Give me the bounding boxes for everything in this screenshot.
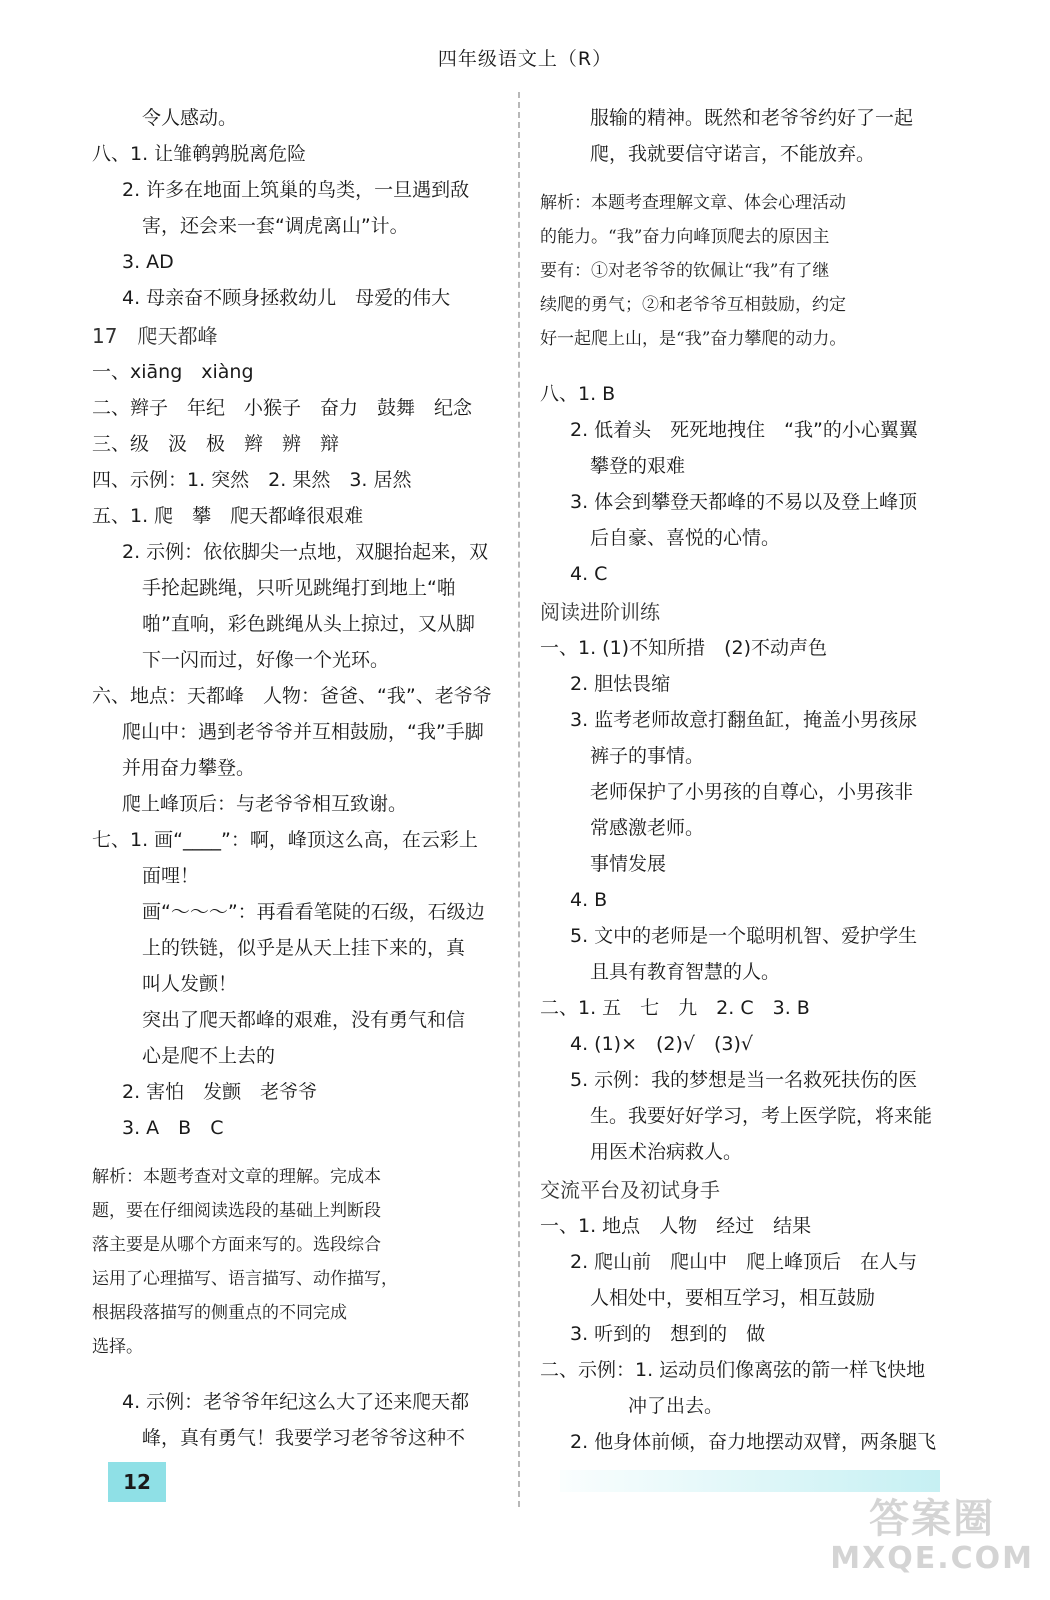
answer-line: 4. 母亲奋不顾身拯救幼儿 母爱的伟大 xyxy=(122,287,451,309)
answer-line: 下一闪而过，好像一个光环。 xyxy=(142,649,390,671)
answer-line: 攀登的艰难 xyxy=(590,455,686,477)
left-analysis-note xyxy=(92,1160,504,1364)
analysis-line: 解析：本题考查理解文章、体会心理活动 xyxy=(540,193,846,213)
answer-line: 一、xiāng xiàng xyxy=(92,361,254,383)
answer-line: 五、1. 爬 攀 爬天都峰很艰难 xyxy=(92,505,364,527)
column-divider xyxy=(518,92,520,1507)
footer-bar xyxy=(560,1470,940,1492)
answer-line: 冲了出去。 xyxy=(590,1395,724,1417)
analysis-line: 续爬的勇气；②和老爷爷互相鼓励，约定 xyxy=(540,295,846,315)
answer-line: 突出了爬天都峰的艰难，没有勇气和信 xyxy=(142,1009,466,1031)
answer-line: 3. 听到的 想到的 做 xyxy=(570,1323,766,1345)
answer-line: 4. (1)× (2)√ (3)√ xyxy=(570,1033,754,1055)
analysis-line: 落主要是从哪个方面来写的。选段综合 xyxy=(92,1235,381,1255)
left-column xyxy=(92,100,504,1456)
analysis-line: 好一起爬上山，是“我”奋力攀爬的动力。 xyxy=(540,329,847,349)
page-number: 12 xyxy=(108,1462,166,1502)
answer-line: 七、1. 画“____”：啊，峰顶这么高，在云彩上 xyxy=(92,829,478,851)
answer-line: 爬上峰顶后：与老爷爷相互致谢。 xyxy=(122,793,408,815)
answer-line: 5. 示例：我的梦想是当一名救死扶伤的医 xyxy=(570,1069,918,1091)
answer-line: 并用奋力攀登。 xyxy=(122,757,256,779)
answer-line: 面哩！ xyxy=(142,865,200,887)
answer-line: 上的铁链，似乎是从天上挂下来的，真 xyxy=(142,937,466,959)
answer-line: 用医术治病救人。 xyxy=(590,1141,743,1163)
page-header: 四年级语文上（R） xyxy=(437,48,613,70)
answer-line: 2. 他身体前倾，奋力地摆动双臂，两条腿飞 xyxy=(570,1431,937,1453)
answer-line: 常感激老师。 xyxy=(590,817,705,839)
answer-line: 3. 体会到攀登天都峰的不易以及登上峰顶 xyxy=(570,491,918,513)
answer-line: 3. 监考老师故意打翻鱼缸，掩盖小男孩尿 xyxy=(570,709,918,731)
answer-line: 2. 低着头 死死地拽住 “我”的小心翼翼 xyxy=(570,419,918,441)
answer-line: 2. 害怕 发颤 老爷爷 xyxy=(122,1081,318,1103)
watermark-url: MXQE.COM xyxy=(830,1541,1034,1576)
analysis-line: 要有：①对老爷爷的钦佩让“我”有了继 xyxy=(540,261,830,281)
answer-line: 手抡起跳绳，只听见跳绳打到地上“啪 xyxy=(142,577,456,599)
answer-line: 裤子的事情。 xyxy=(590,745,705,767)
analysis-line: 根据段落描写的侧重点的不同完成 xyxy=(92,1303,347,1323)
answer-line: 生。我要好好学习，考上医学院，将来能 xyxy=(590,1105,933,1127)
answer-line: 爬山中：遇到老爷爷并互相鼓励，“我”手脚 xyxy=(122,721,484,743)
answer-line: 人相处中，要相互学习，相互鼓励 xyxy=(590,1287,876,1309)
analysis-line: 选择。 xyxy=(92,1337,143,1357)
answer-line: 四、示例：1. 突然 2. 果然 3. 居然 xyxy=(92,469,412,491)
answer-line: 2. 示例：依依脚尖一点地，双腿抬起来，双 xyxy=(122,541,489,563)
answer-line: 令人感动。 xyxy=(142,107,238,129)
answer-line: 交流平台及初试身手 xyxy=(540,1178,720,1202)
answer-line: 3. A B C xyxy=(122,1117,224,1139)
answer-line: 4. 示例：老爷爷年纪这么大了还来爬天都 xyxy=(122,1391,470,1413)
answer-line: 一、1. 地点 人物 经过 结果 xyxy=(540,1215,812,1237)
answer-line: 老师保护了小男孩的自尊心，小男孩非 xyxy=(590,781,914,803)
answer-line: 八、1. 让雏鹌鹑脱离危险 xyxy=(92,143,307,165)
answer-line: 一、1. (1)不知所措 (2)不动声色 xyxy=(540,637,827,659)
answer-line: 17 爬天都峰 xyxy=(92,324,218,348)
answer-line: 画“～～～”：再看看笔陡的石级，石级边 xyxy=(142,901,485,923)
answer-line: 5. 文中的老师是一个聪明机智、爱护学生 xyxy=(570,925,918,947)
answer-line: 八、1. B xyxy=(540,383,616,405)
answer-line: 二、1. 五 七 九 2. C 3. B xyxy=(540,997,810,1019)
answer-line: 服输的精神。既然和老爷爷约好了一起 xyxy=(590,107,914,129)
watermark-text: 答案圈 xyxy=(869,1496,996,1542)
answer-line: 啪”直响，彩色跳绳从头上掠过，又从脚 xyxy=(142,613,475,635)
answer-line: 心是爬不上去的 xyxy=(142,1045,276,1067)
answer-line: 三、级 汲 极 辫 辨 辩 xyxy=(92,433,340,455)
answer-line: 3. AD xyxy=(122,251,174,273)
right-answer-lines xyxy=(540,376,960,1460)
answer-line: 阅读进阶训练 xyxy=(540,600,660,624)
analysis-line: 题，要在仔细阅读选段的基础上判断段 xyxy=(92,1201,381,1221)
analysis-line: 运用了心理描写、语言描写、动作描写， xyxy=(92,1269,398,1289)
analysis-line: 解析：本题考查对文章的理解。完成本 xyxy=(92,1167,381,1187)
answer-line: 4. C xyxy=(570,563,608,585)
answer-line: 2. 许多在地面上筑巢的鸟类，一旦遇到敌 xyxy=(122,179,470,201)
answer-line: 后自豪、喜悦的心情。 xyxy=(590,527,781,549)
answer-line: 4. B xyxy=(570,889,608,911)
left-answer-tail xyxy=(92,1384,504,1456)
left-answer-lines xyxy=(92,100,504,1146)
answer-line: 害，还会来一套“调虎离山”计。 xyxy=(142,215,409,237)
answer-line: 二、示例：1. 运动员们像离弦的箭一样飞快地 xyxy=(540,1359,926,1381)
answer-line: 峰，真有勇气！我要学习老爷爷这种不 xyxy=(142,1427,466,1449)
answer-line: 叫人发颤！ xyxy=(142,973,238,995)
analysis-line: 的能力。“我”奋力向峰顶爬去的原因主 xyxy=(540,227,830,247)
answer-line: 六、地点：天都峰 人物：爸爸、“我”、老爷爷 xyxy=(92,685,492,707)
watermark-logo xyxy=(830,1496,1034,1576)
right-answer-head xyxy=(540,100,960,172)
answer-line: 二、辫子 年纪 小猴子 奋力 鼓舞 纪念 xyxy=(92,397,473,419)
right-column xyxy=(540,100,960,1460)
right-analysis-note xyxy=(540,186,960,356)
answer-line: 且具有教育智慧的人。 xyxy=(590,961,781,983)
answer-line: 爬，我就要信守诺言，不能放弃。 xyxy=(590,143,876,165)
answer-line: 2. 爬山前 爬山中 爬上峰顶后 在人与 xyxy=(570,1251,918,1273)
answer-line: 2. 胆怯畏缩 xyxy=(570,673,671,695)
answer-line: 事情发展 xyxy=(590,853,667,875)
